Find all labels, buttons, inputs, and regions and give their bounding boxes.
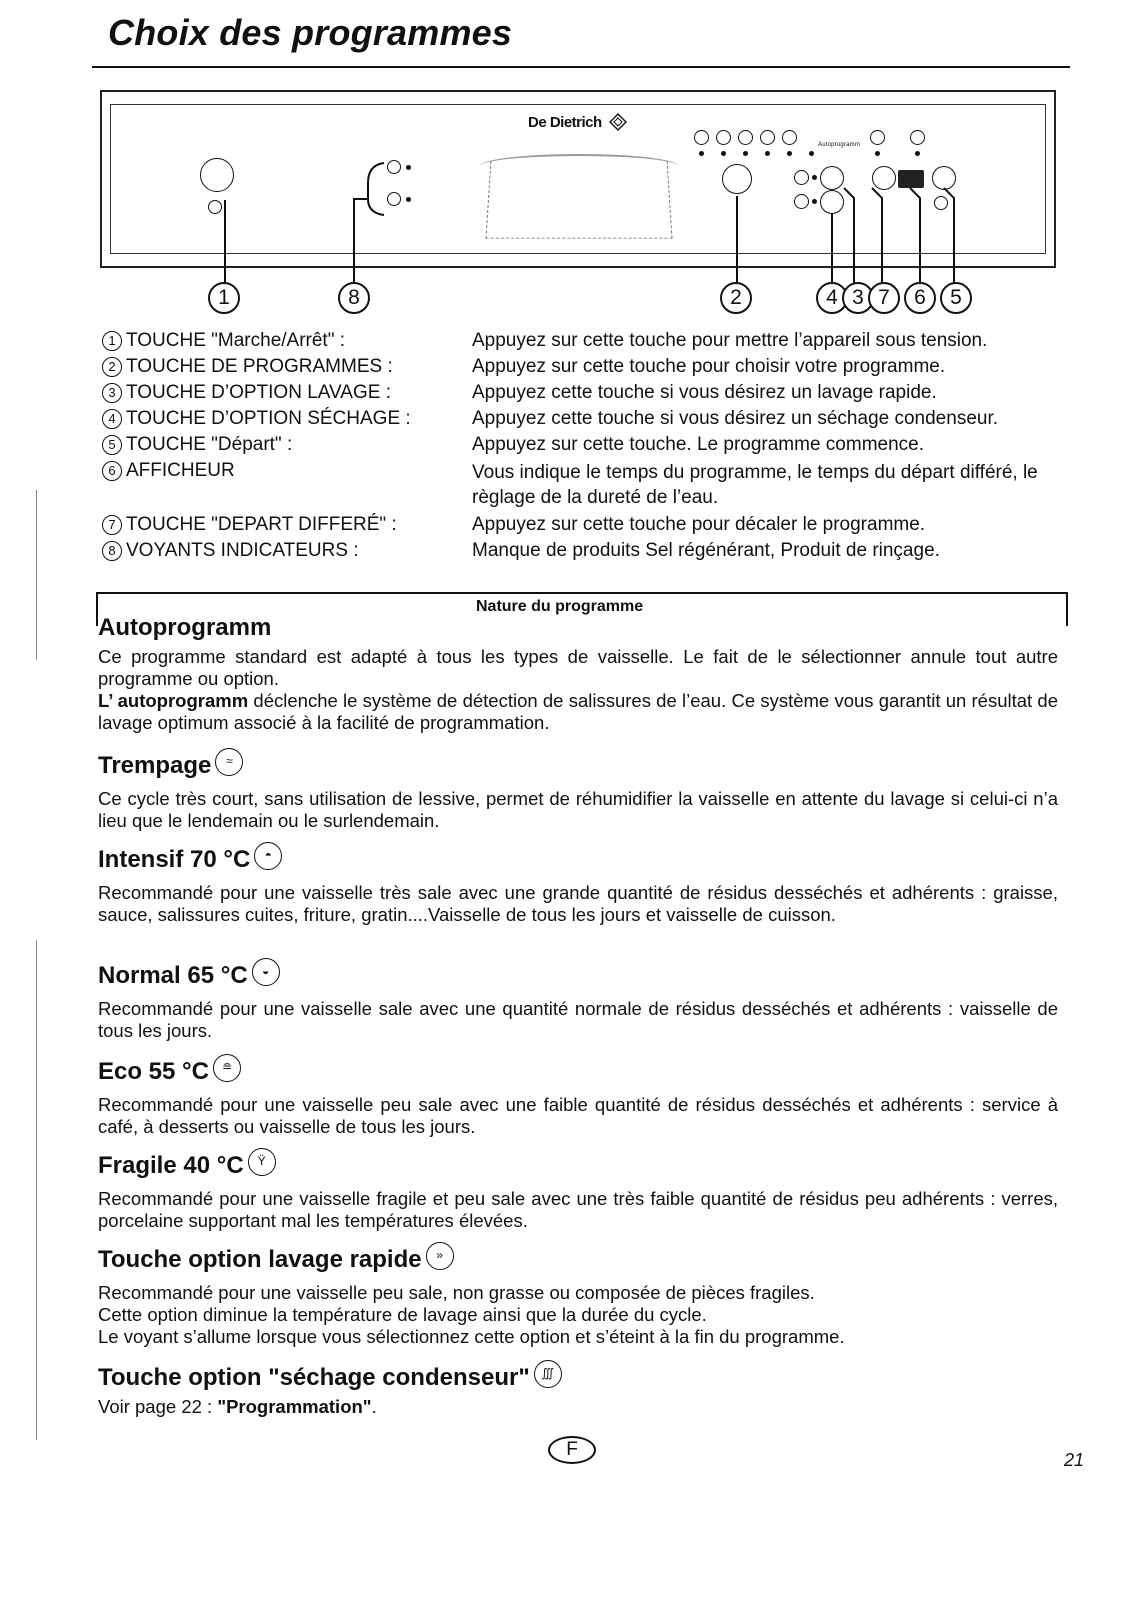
language-mark: F [548,1436,596,1464]
autoprogramm-bold: L’ autoprogramm [98,690,249,711]
nature-header-label: Nature du programme [476,598,644,615]
legend-description: Appuyez cette touche si vous désirez un lavage rapide. [472,382,937,403]
nature-header-rule [96,592,1068,594]
leader-lines-3-to-7 [820,180,980,292]
callout-7: 7 [868,282,900,314]
trempage-icon: ≈ [215,748,243,776]
legend-row [102,514,397,536]
lavage-rapide-text [98,1282,1058,1348]
page-number: 21 [1064,1450,1085,1470]
legend-description: Appuyez sur cette touche pour décaler le programme. [472,514,926,535]
lavage-rapide-heading-row [98,1242,454,1274]
legend-label: TOUCHE DE PROGRAMMES : [126,356,393,377]
normal-program-icon [738,130,753,145]
legend-number: 1 [102,331,122,351]
sechage-heading: Touche option "séchage condenseur" [98,1364,530,1391]
fragile-heading: Fragile 40 °C [98,1152,244,1179]
callout-3: 3 [842,282,874,314]
intensif-heading-row [98,842,282,874]
quick-wash-light [812,175,817,180]
callout-6: 6 [904,282,936,314]
legend-label: TOUCHE "Marche/Arrêt" : [126,330,346,351]
sechage-heading-row [98,1360,562,1392]
page-title: Choix des programmes [108,12,513,53]
trempage-heading-row [98,748,243,780]
lavage-rapide-line: Cette option diminue la température de lavage ainsi que la durée du cycle. [98,1304,707,1325]
legend-description: Appuyez sur cette touche pour mettre l’appareil sous tension. [472,330,988,351]
leader-line-1 [224,200,226,290]
callout-4: 4 [816,282,848,314]
legend-row [102,540,359,562]
sechage-text [98,1396,1058,1418]
indicator-dot [809,151,814,156]
legend-description: Appuyez sur cette touche pour choisir votre programme. [472,356,946,377]
timer-icon [870,130,885,145]
eco-text: Recommandé pour une vaisselle peu sale avec une faible quantité de résidus desséchés et adhérents : service à café, à desserts ou vaisselle de tous les jours. [98,1094,1058,1137]
sechage-link-text: "Programmation" [217,1396,372,1417]
intensif-heading: Intensif 70 °C [98,846,251,873]
legend-row [102,382,391,404]
brand-logo: De Dietrich [528,114,602,131]
legend-label: TOUCHE "Départ" : [126,434,293,455]
indicator-dot [721,151,726,156]
intensif-pot-icon: ◓ [254,842,282,870]
autoprogramm-panel-label: Autoprogramm [818,142,861,148]
legend-number: 7 [102,515,122,535]
callout-8: 8 [338,282,370,314]
autoprogramm-heading: Autoprogramm [98,614,272,641]
callout-1: 1 [208,282,240,314]
title-underline [92,66,1070,68]
fragile-heading-row [98,1148,276,1180]
legend-description: Manque de produits Sel régénérant, Produit de rinçage. [472,540,940,561]
callout-2: 2 [720,282,752,314]
intensif-program-icon [716,130,731,145]
fragile-text: Recommandé pour une vaisselle fragile et peu sale avec une très faible quantité de résidus peu adhérents : verres, porcelaine supportant mal les températures élevées. [98,1188,1058,1231]
quick-wash-icon: » [426,1242,454,1270]
legend-number: 3 [102,383,122,403]
trempage-text: Ce cycle très court, sans utilisation de lessive, permet de réhumidifier la vaisselle en attente du lavage si celui-ci n’a lieu que le lendemain ou le surlendemain. [98,788,1058,831]
trempage-heading: Trempage [98,752,212,779]
autoprogramm-text: Ce programme standard est adapté à tous les types de vaisselle. Le fait de le sélectionner annule tout autre programme ou option. [98,646,1058,689]
lavage-rapide-line: Recommandé pour une vaisselle peu sale, non grasse ou composée de pièces fragiles. [98,1282,815,1303]
autoprogramm-detection-text [98,690,1058,734]
legend-row [102,408,411,430]
normal-heading: Normal 65 °C [98,962,248,989]
drying-condenser-icon: ∭ [534,1360,562,1388]
drying-icon [794,194,809,209]
normal-heading-row [98,958,280,990]
legend-description: Appuyez cette touche si vous désirez un séchage condenseur. [472,408,999,429]
legend-label: TOUCHE "DEPART DIFFERÉ" : [126,514,397,535]
quick-wash-icon [794,170,809,185]
indicator-dot [915,151,920,156]
indicator-dot [875,151,880,156]
legend-description: Vous indique le temps du programme, le temps du départ différé, le règlage de la dureté de l’eau. [472,462,1038,508]
intensif-text: Recommandé pour une vaisselle très sale avec une grande quantité de résidus desséchés et adhérents : graisse, sauce, salissures cuites, friture, gratin....Vaisselle de tous les jours et vaisselle de cuisson. [98,882,1058,925]
indicator-dot [765,151,770,156]
legend-number: 5 [102,435,122,455]
eco-heading: Eco 55 °C [98,1058,209,1085]
legend-label: VOYANTS INDICATEURS : [126,540,359,561]
scan-margin-line [36,490,37,660]
lavage-rapide-heading: Touche option lavage rapide [98,1246,422,1273]
display-window [485,161,672,238]
sechage-prefix: Voir page 22 : [98,1396,218,1417]
callout-5: 5 [940,282,972,314]
legend-number: 4 [102,409,122,429]
legend-label: TOUCHE D’OPTION SÉCHAGE : [126,408,411,429]
legend-number: 6 [102,461,122,481]
fragile-glass-icon: Ϋ [248,1148,276,1176]
legend-number: 8 [102,541,122,561]
legend-row [102,356,393,378]
lavage-rapide-line: Le voyant s’allume lorsque vous sélectionnez cette option et s’éteint à la fin du programme. [98,1326,845,1347]
power-button[interactable] [200,158,234,192]
normal-plate-icon: ◒ [252,958,280,986]
eco-heading-row [98,1054,241,1086]
normal-text: Recommandé pour une vaisselle sale avec une quantité normale de résidus desséchés et adhérents : vaisselle de tous les jours. [98,998,1058,1041]
legend-number: 2 [102,357,122,377]
clock-icon [910,130,925,145]
indicator-dot [699,151,704,156]
eco-program-icon [760,130,775,145]
fragile-program-icon [782,130,797,145]
drying-light [812,199,817,204]
trempage-program-icon [694,130,709,145]
autoprogramm-rest: déclenche le système de détection de salissures de l’eau. Ce système vous garantit un résultat de lavage optimum associé à la facilité de programmation. [98,690,1058,733]
bracket-leader-8 [340,155,390,290]
nature-header-right-tick [1066,592,1068,626]
legend-row [102,330,345,352]
rinse-aid-indicator-light [406,197,411,202]
legend-description: Appuyez sur cette touche. Le programme commence. [472,434,925,455]
leader-line-2 [736,196,738,290]
salt-indicator-light [406,165,411,170]
indicator-dot [743,151,748,156]
eco-icon: ≘ [213,1054,241,1082]
indicator-dot [787,151,792,156]
power-icon [208,200,222,214]
legend-label: TOUCHE D’OPTION LAVAGE : [126,382,391,403]
scan-margin-line [36,940,37,1440]
legend-row [102,460,235,482]
program-button[interactable] [722,164,752,194]
brand-diamond-icon [608,112,628,132]
sechage-suffix: . [371,1396,377,1417]
legend-label: AFFICHEUR [126,460,235,481]
legend-row [102,434,292,456]
